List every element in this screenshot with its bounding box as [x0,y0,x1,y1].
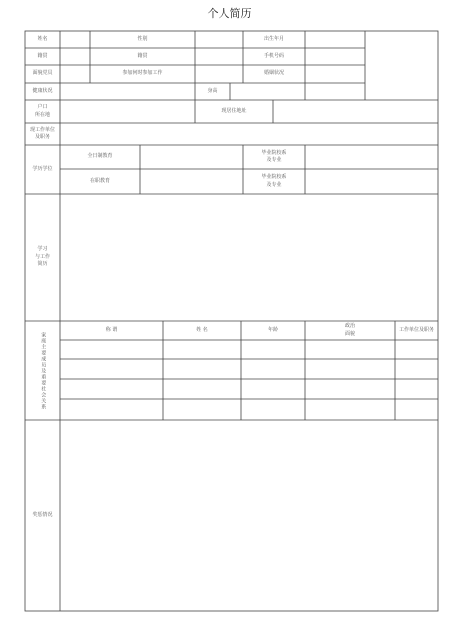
address-value-field[interactable] [273,100,438,123]
ethnicity-value-field[interactable] [60,48,90,65]
health-label: 健康状况 [32,87,53,94]
name-label: 姓名 [37,35,48,42]
school-major-label-2: 毕业院校系 及专业 [261,174,287,188]
gender-value-field[interactable] [195,31,243,48]
fulltime-edu-value-field[interactable] [140,145,243,169]
rewards-value-field[interactable] [60,420,438,611]
name-value-field[interactable] [60,31,90,48]
marital-label: 婚姻状况 [263,70,284,77]
phone-label: 手机号码 [263,52,284,59]
parttime-edu-label: 在职教育 [89,177,110,184]
photo-area[interactable] [365,31,438,100]
document-title: 个人简历 [207,7,252,20]
family-age-header: 年龄 [267,326,278,333]
parttime-edu-value-field[interactable] [140,169,243,194]
birth-value-field[interactable] [305,31,365,48]
rewards-label: 奖惩情况 [32,511,53,518]
family-row[interactable] [60,399,438,420]
native-place-label: 籍贯 [137,52,148,59]
gender-label: 性别 [137,35,148,42]
ethnicity-label: 籍贯 [37,52,48,59]
phone-value-field[interactable] [305,48,365,65]
family-name-header: 姓 名 [196,326,208,333]
family-work-header: 工作单位及职务 [398,326,434,333]
political-label: 面貌党员 [32,70,53,77]
political-value-field[interactable] [60,65,90,83]
resume-value-field[interactable] [60,194,438,321]
family-relation-header: 称 谓 [105,326,118,333]
address-label: 现居住地址 [221,107,247,114]
work-time-label: 参加何时参加工作 [122,70,163,77]
school-major-value-field-1[interactable] [305,145,438,169]
current-job-label: 现工作单位 及职务 [29,126,55,140]
family-row[interactable] [60,379,438,399]
family-row[interactable] [60,340,438,359]
native-place-value-field[interactable] [195,48,243,65]
resume-label: 学习 与工作 简历 [34,246,50,268]
current-job-value-field[interactable] [60,123,438,145]
work-time-value-field[interactable] [195,65,243,83]
school-major-label-1: 毕业院校系 及专业 [261,149,287,163]
height-label: 身高 [207,87,218,94]
health-value-field[interactable] [60,83,195,100]
birth-label: 出生年月 [263,35,284,42]
family-label: 家庭主要成员及重要社会关系 [40,331,47,410]
family-political-header: 政治 面貌 [344,323,355,337]
education-label: 学历学位 [32,165,53,172]
school-major-value-field-2[interactable] [305,169,438,194]
height-value-field[interactable] [230,83,365,100]
family-row[interactable] [60,359,438,379]
marital-value-field[interactable] [305,65,365,83]
hukou-value-field[interactable] [60,100,195,123]
fulltime-edu-label: 全日制教育 [87,153,113,160]
hukou-label: 户口 所在地 [34,104,50,118]
